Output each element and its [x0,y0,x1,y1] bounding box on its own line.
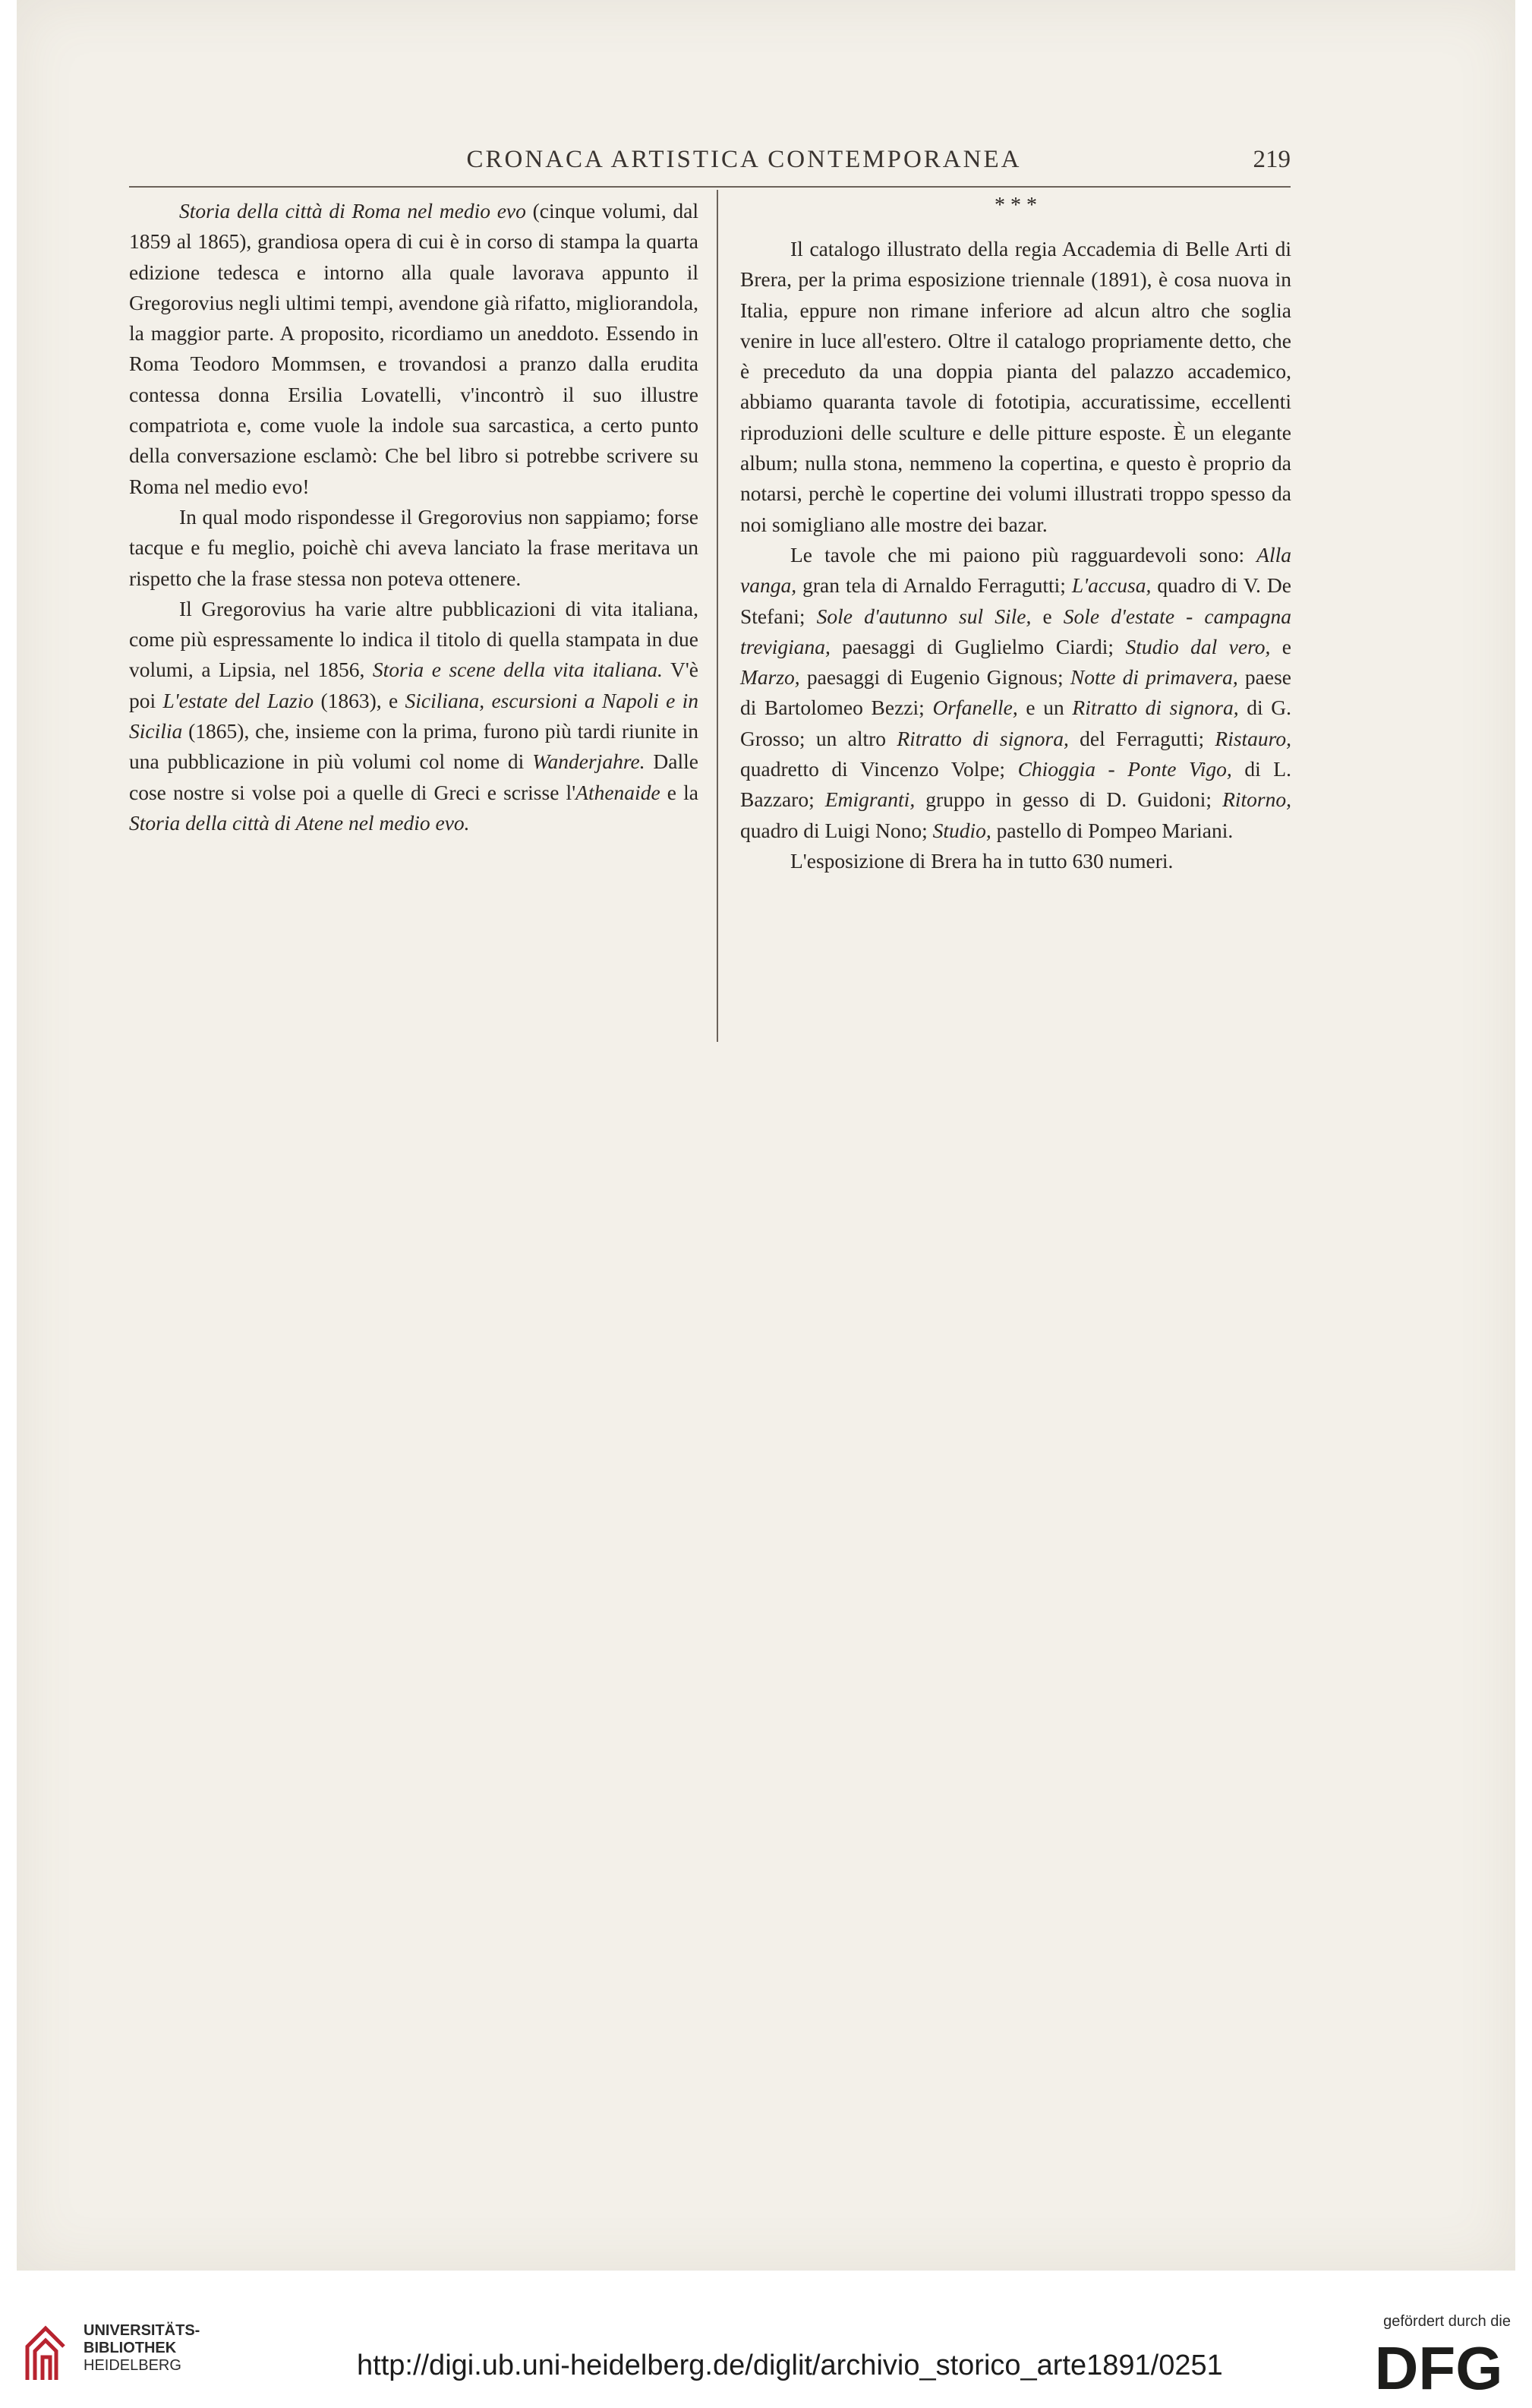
logo-inner-stroke [35,2340,56,2380]
italic-title: Storia della città di Atene nel medio evo. [129,810,470,835]
italic-title: Sole d'autunno sul Sile, [816,604,1032,628]
university-library-logo[interactable] [23,2324,70,2384]
text-run: e la [660,780,698,804]
text-run: Le tavole che mi paiono più ragguardevoli sono: [790,542,1257,566]
text-run: paesaggi di Guglielmo Ciardi; [830,634,1126,658]
text-run: V'è poi [129,658,698,712]
italic-title: Studio, [932,818,991,842]
text-run: gruppo in gesso di D. Guidoni; [915,787,1223,812]
text-run: e [1270,634,1292,658]
italic-title: Ritratto di signora, [1072,696,1239,720]
text-run: paese di Bartolomeo Bezzi; [740,665,1291,720]
library-line: HEIDELBERG [84,2357,181,2374]
italic-title: Storia della città di Roma nel medio evo [179,199,526,222]
paragraph [740,540,1291,846]
text-run: di L. Bazzaro; [740,757,1291,812]
italic-title: Studio dal vero, [1125,634,1271,658]
funded-by-label: gefördert durch die [1383,2313,1511,2330]
text-run: Dalle cose nostre si volse poi a quelle di Greci e scrisse l' [129,750,698,804]
paragraph: Il catalogo illustrato della regia Accademia di Belle Arti di Brera, per la prima esposizione triennale (1891), è cosa nuova in Italia, eppure non rimane inferiore ad alcun altro che soglia venire in luce all'estero. Oltre il catalogo propriamente detto, che è preceduto da una doppia pianta del palazzo accademico, abbiamo quaranta tavole di fototipia, accuratissime, eccellenti riproduzioni delle sculture e delle pitture esposte. È un elegante album; nulla stona, nemmeno la copertina, e questo è proprio da notarsi, perchè le copertine dei volumi illustrati troppo spesso da noi somigliano alle mostre dei bazar. [740,237,1291,536]
section-separator: * * * [995,194,1037,217]
paragraph [129,196,698,502]
italic-title: Marzo, [740,665,800,690]
paragraph: L'esposizione di Brera ha in tutto 630 numeri. [790,848,1174,873]
italic-title: Wanderjahre. [532,750,645,774]
italic-title: Sole d'estate - campagna trevigiana, [740,604,1291,658]
dfg-logo[interactable] [1367,2334,1511,2398]
header-rule [129,186,1291,188]
text-run: di G. Grosso; un altro [740,696,1292,750]
text-run: e un [1017,696,1073,720]
library-name [84,2322,200,2375]
permalink-url[interactable]: http://digi.ub.uni-heidelberg.de/diglit/archivio_storico_arte1891/0251 [357,2350,1223,2381]
right-column [740,196,1291,876]
text-run: quadro di Luigi Nono; [740,818,933,842]
italic-title: Ritorno, [1222,787,1291,812]
italic-title: Storia e scene della vita italiana. [372,658,663,682]
text-run: (1865), che, insieme con la prima, furono più tardi riunite in una pubblicazione in più volumi col nome di [129,719,698,774]
page-number: 219 [1253,146,1291,173]
italic-title: Ritratto di signora, [897,726,1069,750]
text-run: gran tela di Arnaldo Ferragutti; [796,573,1072,598]
logo-roof-stroke [27,2328,64,2380]
italic-title: Alla vanga, [740,542,1291,598]
logo-door-stroke [43,2357,50,2380]
text-run: del Ferragutti; [1068,726,1215,750]
text-run: (cinque volumi, dal 1859 al 1865), grandiosa opera di cui è in corso di stampa la quarta edizione tedesca e intorno alla quale lavorava appunto il Gregorovius negli ultimi tempi, avendone già rifatto, migliorandola, la maggior parte. A proposito, ricordiamo un aneddoto. Essendo in Roma Teodoro Mommsen, e trovandosi a pranzo dalla erudita contessa donna Ersilia Lovatelli, v'incontrò il suo illustre compatriota e, come vuole la indole sua sarcastica, a certo punto della conversazione esclamò: Che bel libro si potrebbe scrivere su Roma nel medio evo! [129,199,699,498]
italic-title: Athenaide [575,780,660,804]
text-run: quadro di V. De Stefani; [740,573,1291,628]
italic-title: L'accusa, [1071,573,1152,598]
library-line: UNIVERSITÄTS- [84,2322,200,2339]
italic-title: Ristauro, [1215,726,1291,750]
italic-title: Notte di primavera, [1070,665,1238,690]
italic-title: Siciliana, escursioni a Napoli e in Sicilia [129,688,698,743]
italic-title: Orfanelle, [932,696,1018,720]
italic-title: Emigranti, [824,787,916,812]
column-divider [717,190,718,1042]
italic-title: L'estate del Lazio [162,688,314,712]
text-run: pastello di Pompeo Mariani. [991,818,1234,842]
text-run: e [1031,604,1064,628]
library-line: BIBLIOTHEK [84,2340,177,2356]
paragraph [129,594,698,838]
running-title: CRONACA ARTISTICA CONTEMPORANEA [466,146,1022,173]
text-run: paesaggi di Eugenio Gignous; [799,665,1070,690]
text-run: Il Gregorovius ha varie altre pubblicazioni di vita italiana, come più espressamente lo indica il titolo di quella stampata in due volumi, a Lipsia, nel 1856, [129,596,698,682]
text-run: quadretto di Vincenzo Volpe; [740,757,1018,781]
dfg-logo-text: DFG [1374,2334,1503,2398]
left-column [129,196,698,838]
text-run: (1863), e [314,688,405,712]
italic-title: Chioggia - Ponte Vigo, [1017,757,1232,781]
paragraph: In qual modo rispondesse il Gregorovius non sappiamo; forse tacque e fu meglio, poichè chi aveva lanciato la frase meritava un rispetto che la frase stessa non poteva ottenere. [129,504,698,590]
